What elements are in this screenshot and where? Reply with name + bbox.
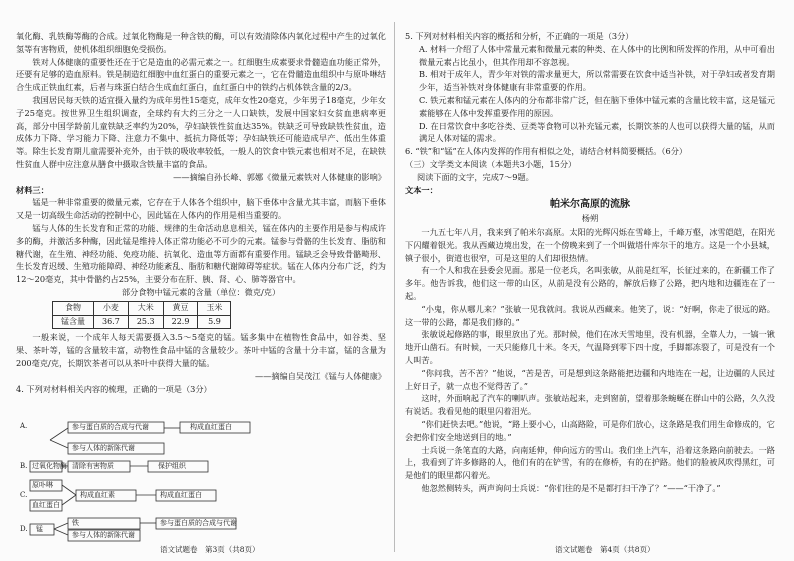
citation: ——摘编自孙长峰、郭娜《微量元素铁对人体健康的影响》	[173, 171, 386, 182]
table-cell: 22.9	[163, 315, 198, 329]
q5-option-d: D. 在日常饮食中多吃谷类、豆类等食物可以补充锰元素，长期饮茶的人也可以获得大量的锰，从而满足人体对锰的需求。	[419, 120, 775, 144]
table-cell: 食物	[53, 301, 94, 315]
q4-diagram	[20, 418, 380, 543]
citation: ——摘编自吴茂江《锰与人体健康》	[254, 370, 386, 381]
question-4: 4. 下列对材料相关内容的梳理，正确的一项是（3分）	[16, 383, 212, 394]
table-cell: 小麦	[94, 301, 129, 315]
diagram-box: 铁	[72, 519, 79, 527]
paragraph: 张敏说起修路的事，眼里放出了光。那时候，他们在冰天雪地里，没有机器，全靠人力，一镐一锹地开山凿石。有时候，一天只能修几十米。冬天，气温降到零下四十度，手脚都冻裂了，可是没有一个人叫苦。	[405, 329, 775, 365]
table-cell: 锰含量	[53, 315, 94, 329]
diagram-box: 清除有害物质	[72, 462, 114, 470]
table-cell: 25.3	[128, 315, 163, 329]
paragraph: 一九五七年八月，我来到了帕米尔高原。太阳的光辉闪烁在雪峰上，千峰万壑，冰雪皑皑，在阳光下闪耀着银光。我从西藏边境出发，在一个傍晚来到了一个叫做塔什库尔干的地方。这是一个小县城，镇子很小，街道也很窄，可是这里的人们却很热情。	[405, 226, 775, 263]
option-label-d: D.	[20, 525, 28, 533]
page-footer-right: 语文试题卷 第4页（共8页）	[555, 545, 655, 554]
instructions: 阅读下面的文字，完成7～9题。	[417, 171, 534, 182]
q5-option-c: C. 铁元素和锰元素在人体内的分布都非常广泛，但在脑下垂体中锰元素的含量比较丰富，这是锰元素能够在人体中发挥重要作用的原因。	[419, 94, 775, 118]
option-label-a: A.	[20, 422, 28, 430]
diagram-box: 保护组织	[158, 462, 186, 470]
table-cell: 玉米	[198, 301, 231, 315]
paragraph: 氧化酶、乳铁酶等酶的合成。过氧化物酶是一种含铁的酶，可以有效清除体内氧化过程中产生的过氧化氢等有害物质，使机体组织细胞免受损伤。	[16, 31, 386, 54]
table-row	[53, 315, 231, 329]
paragraph: 锰是一种非常重要的微量元素，它存在于人体各个组织中，脑下垂体中含量尤其丰富，而脑下垂体又是一切高级生命活动的控制中心，因此锰在人体内的作用是相当重要的。	[16, 197, 386, 221]
paragraph: 我国居民每天铁的适宜摄入量约为成年男性15毫克，成年女性20毫克，少年男子18毫克，少年女子25毫克。按世界卫生组织调查，全球约有大约三分之一人口缺铁，发展中国家妇女贫血患病率更高，部分中国学龄前儿童铁缺乏率约为20%，孕妇缺铁性贫血达35%。铁缺乏可导致缺铁性贫血，造成体力下降、学习能力下降、注意力不集中、抵抗力降低等；孕妇缺铁还可能造成早产、低出生体重等。除生长发育期儿童需要补充外，由于铁的吸收率较低，一般人的饮食中铁元素也相对不足，在缺铁性贫血人群中应注意从膳食中摄取含铁量丰富的食品。	[16, 94, 386, 169]
option-label-b: B.	[20, 462, 28, 470]
left-column	[16, 30, 386, 395]
paragraph: 士兵说一条笔直的大路，向南延伸，伸向远方的雪山。我们坐上汽车，沿着这条路向前驶去。一路上，我看到了许多修路的人，他们有的在铲雪，有的在修桥，有的在护路。他们的脸被风吹得黑红，可是他们的眼里都闪着光。	[405, 444, 775, 481]
diagram-box: 原卟啉	[32, 481, 53, 489]
diagram-box: 参与蛋白质的合成与代谢	[160, 519, 237, 527]
q5-option-b: B. 相对于成年人，青少年对铁的需求量更大，所以常需要在饮食中适当补铁，对于孕妇或者发育期少年，适当补铁对身体健康有非常重要的作用。	[419, 69, 775, 93]
table-cell: 大米	[128, 301, 163, 315]
diagram-box: 参与蛋白质的合成与代谢	[72, 423, 149, 431]
paragraph: “你问我，苦不苦？”他说，“苦是苦，可是想到这条路能把边疆和内地连在一起，让边疆的人民过上好日子，就一点也不觉得苦了。”	[405, 367, 775, 391]
paragraph: 这时，外面响起了汽车的喇叭声。张敏站起来，走到窗前，望着那条蜿蜒在群山中的公路，久久没有说话。我看见他的眼里闪着泪光。	[405, 393, 775, 417]
table-header-row	[53, 301, 231, 315]
diagram-box: 过氧化物酶	[32, 462, 67, 470]
paragraph: 他忽然侧转头，两声询问士兵说：“你们往的是不是都打扫干净了？”——“干净了。”	[421, 482, 721, 493]
article-title: 帕米尔高原的流脉	[550, 199, 630, 211]
diagram-box: 参与人体的新陈代谢	[72, 444, 135, 452]
paragraph: “你们赶快去吧。”他说，“路上要小心，山高路险，可是你们放心，这条路是我们用生命修成的，它会把你们安全地送到目的地。”	[405, 418, 775, 442]
table-caption: 部分食物中锰元素的含量（单位：微克/克）	[121, 286, 281, 297]
paragraph: 铁对人体健康的重要性还在于它是造血的必需元素之一。红细胞生成素要求骨髓造血功能正常外，还要有足够的造血原料。铁是制造红细胞中血红蛋白的重要元素之一，它在骨髓造血组织中与原卟啉结合生成正铁血红素，后者与珠蛋白结合生成血红蛋白，血红蛋白中的铁约占机体铁含量的2/3。	[16, 56, 386, 93]
diagram-box: 构成血红蛋白	[190, 423, 232, 431]
manganese-table	[52, 301, 231, 330]
question-6: 6. “铁”和“锰”在人体内发挥的作用有相似之处，请结合材料简要概括。（6分）	[405, 146, 688, 157]
table-cell: 36.7	[94, 315, 129, 329]
table-cell: 5.9	[198, 315, 231, 329]
table-cell: 黄豆	[163, 301, 198, 315]
diagram-box: 参与人体的新陈代谢	[72, 531, 135, 539]
paragraph: 锰与人体的生长发育和正常的功能、规律的生命活动息息相关，锰在体内的主要作用是参与构成许多的酶，并激活多种酶，因此锰是维持人体正常功能必不可少的元素。锰参与骨骼的生长发育、脂肪和糖代谢，在生殖、神经功能、免疫功能、抗氧化、造血等方面都有重要作用。锰缺乏会导致骨骼畸形、生长发育迟缓、生殖功能障碍、神经功能紊乱、脂肪和糖代谢障碍等症状。锰在人体内分布广泛，约为12～20毫克，其中骨骼约占25%，主要分布在肝、胰、肾、心、肺等器官中。	[16, 222, 386, 285]
article-author: 杨朔	[581, 213, 599, 224]
question-5: 5. 下列对材料相关内容的概括和分析，不正确的一项是（3分）	[405, 31, 634, 41]
paragraph: 一般来说，一个成年人每天需要摄入3.5～5毫克的锰。锰多集中在植物性食品中，如谷类、坚果、茶叶等，锰的含量较丰富，动物性食品中锰的含量较少。茶叶中锰的含量十分丰富，锰的含量为200毫克/克，长期饮茶者可以从茶叶中获得大量的锰。	[16, 332, 386, 368]
right-column	[405, 30, 775, 495]
column-divider	[394, 22, 395, 552]
diagram-box: 构成血红蛋白	[160, 491, 202, 499]
q5-option-a: A. 材料一介绍了人体中常量元素和微量元素的种类、在人体中的比例和所发挥的作用，从中可看出微量元素占比虽小，但其作用却不容忽视。	[419, 43, 775, 67]
option-label-c: C.	[20, 491, 28, 499]
section-heading: （三）文学类文本阅读（本题共3小题，15分）	[405, 158, 577, 169]
paragraph: “小鬼，你从哪儿来？”张敏一见我就问。我说从西藏来。他笑了，说：“好啊，你走了很远的路。这一带的公路，都是我们修的。”	[405, 303, 775, 327]
page-footer-left: 语文试题卷 第3页（共8页）	[160, 545, 260, 554]
paragraph: 有一个人和我在县委会见面。那是一位老兵，名叫张敏，从前是红军，长征过来的，在新疆工作了多年。他告诉我，他们这一带的山区，从前是没有公路的，解放后修了公路，把内地和边疆连在了一起。	[405, 265, 775, 301]
text-label: 文本一：	[405, 184, 438, 195]
diagram-box: 构成血红素	[80, 491, 115, 499]
diagram-box: 血红蛋白	[32, 501, 60, 509]
diagram-box: 锰	[36, 525, 43, 533]
material-heading: 材料三：	[16, 184, 49, 195]
